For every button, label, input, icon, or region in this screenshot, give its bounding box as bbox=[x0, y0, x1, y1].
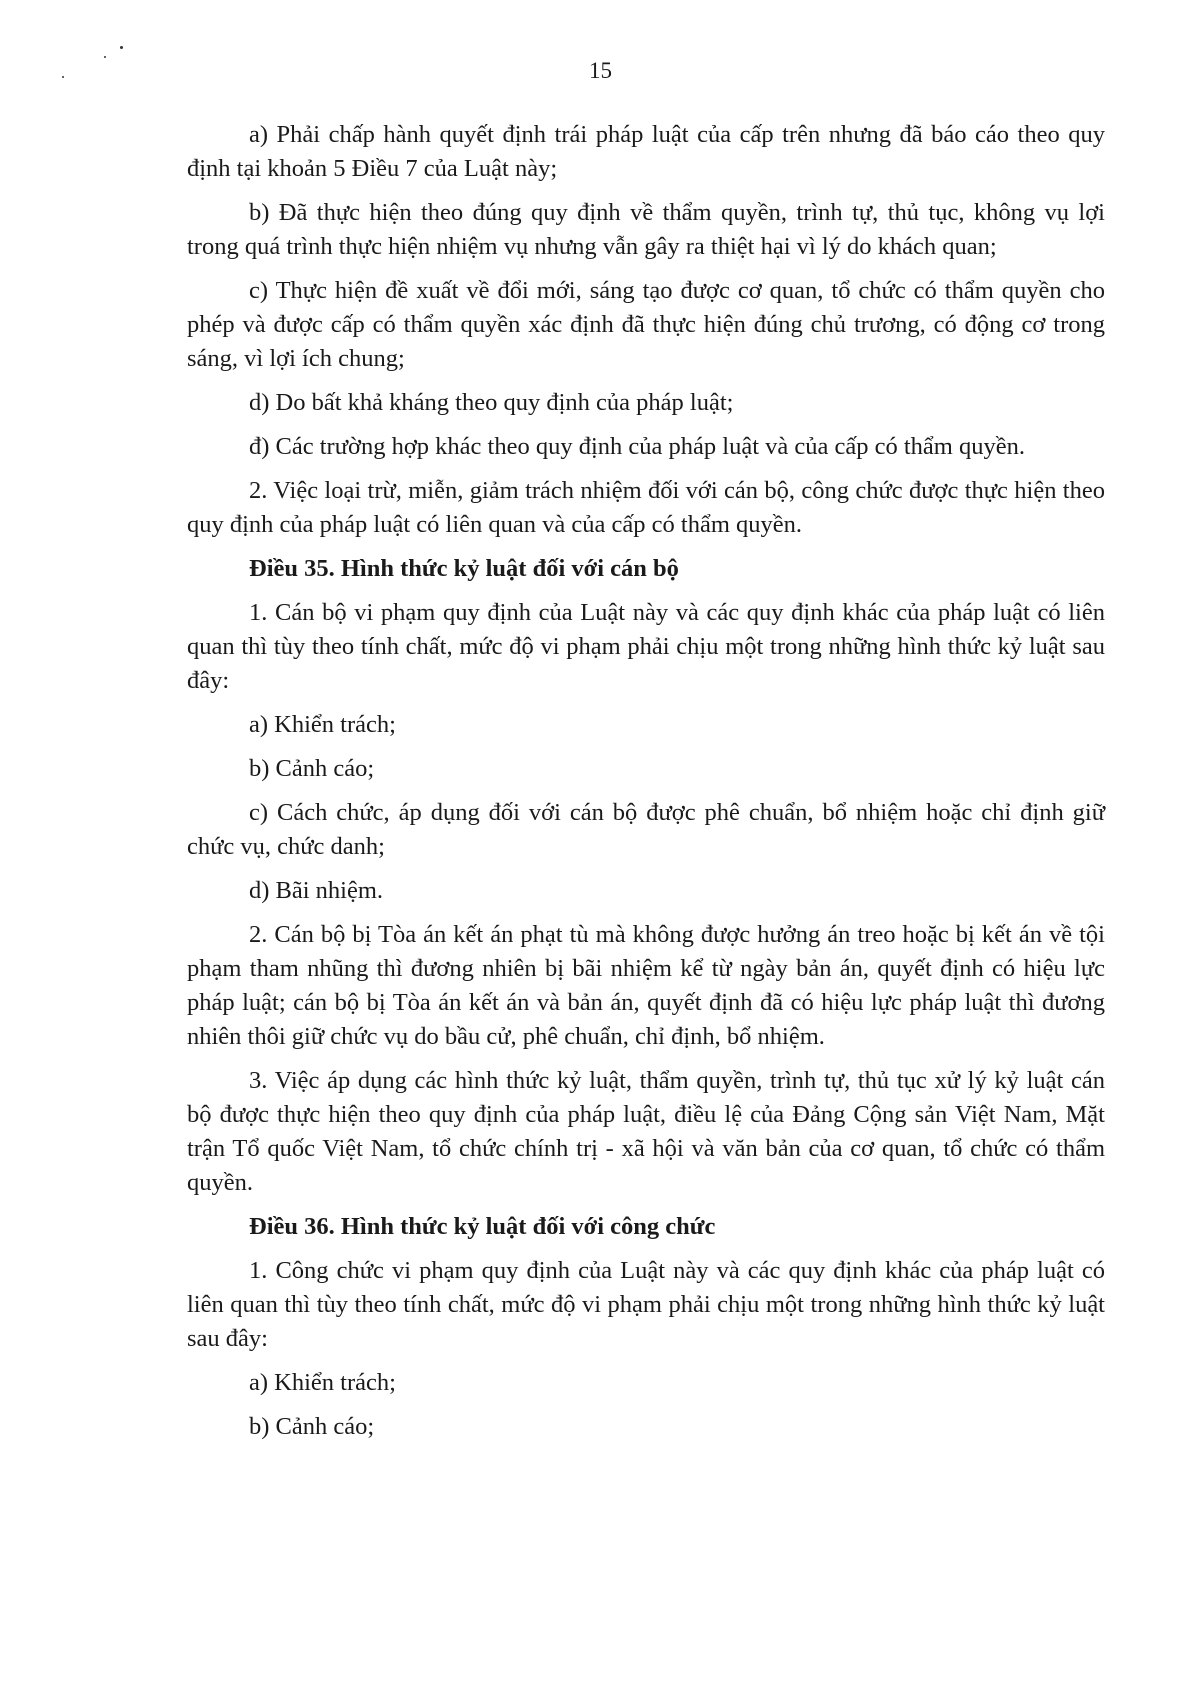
article-35-item-b: b) Cảnh cáo; bbox=[249, 755, 375, 782]
article-35-section-3: 3. Việc áp dụng các hình thức kỷ luật, thẩm quyền, trình tự, thủ tục xử lý kỷ luật cán bộ được thực hiện theo quy định của pháp luật, điều lệ của Đảng Cộng sản Việt Nam, Mặt trận Tổ quốc Việt Nam, tổ chức chính trị - xã hội và văn bản của cơ quan, tổ chức có thẩm quyền. bbox=[187, 1067, 1105, 1196]
document-body bbox=[187, 118, 1105, 1454]
article-36-section-1: 1. Công chức vi phạm quy định của Luật này và các quy định khác của pháp luật có liên quan thì tùy theo tính chất, mức độ vi phạm phải chịu một trong những hình thức kỷ luật sau đây: bbox=[187, 1257, 1105, 1352]
article-36-heading: Điều 36. Hình thức kỷ luật đối với công chức bbox=[249, 1213, 716, 1240]
article-35-item-a: a) Khiển trách; bbox=[249, 711, 396, 738]
clause-a-paragraph: a) Phải chấp hành quyết định trái pháp luật của cấp trên nhưng đã báo cáo theo quy định tại khoản 5 Điều 7 của Luật này; bbox=[187, 121, 1105, 182]
scan-speck bbox=[120, 46, 123, 49]
section-2-paragraph: 2. Việc loại trừ, miễn, giảm trách nhiệm đối với cán bộ, công chức được thực hiện theo quy định của pháp luật có liên quan và của cấp có thẩm quyền. bbox=[187, 477, 1105, 538]
article-35-section-1: 1. Cán bộ vi phạm quy định của Luật này và các quy định khác của pháp luật có liên quan thì tùy theo tính chất, mức độ vi phạm phải chịu một trong những hình thức kỷ luật sau đây: bbox=[187, 599, 1105, 694]
article-35-section-2: 2. Cán bộ bị Tòa án kết án phạt tù mà không được hưởng án treo hoặc bị kết án về tội phạm tham nhũng thì đương nhiên bị bãi nhiệm kể từ ngày bản án, quyết định có hiệu lực pháp luật; cán bộ bị Tòa án kết án và bản án, quyết định đã có hiệu lực pháp luật thì đương nhiên thôi giữ chức vụ do bầu cử, phê chuẩn, chỉ định, bổ nhiệm. bbox=[187, 921, 1105, 1050]
article-36-item-a: a) Khiển trách; bbox=[249, 1369, 396, 1396]
article-36-item-b: b) Cảnh cáo; bbox=[249, 1413, 375, 1440]
article-35-item-c: c) Cách chức, áp dụng đối với cán bộ được phê chuẩn, bổ nhiệm hoặc chỉ định giữ chức vụ, chức danh; bbox=[187, 799, 1105, 860]
clause-d-paragraph: d) Do bất khả kháng theo quy định của pháp luật; bbox=[249, 389, 734, 416]
clause-b-paragraph: b) Đã thực hiện theo đúng quy định về thẩm quyền, trình tự, thủ tục, không vụ lợi trong quá trình thực hiện nhiệm vụ nhưng vẫn gây ra thiệt hại vì lý do khách quan; bbox=[187, 199, 1105, 260]
article-35-heading: Điều 35. Hình thức kỷ luật đối với cán bộ bbox=[249, 555, 679, 582]
article-35-item-d: d) Bãi nhiệm. bbox=[249, 877, 384, 904]
clause-dd-paragraph: đ) Các trường hợp khác theo quy định của pháp luật và của cấp có thẩm quyền. bbox=[249, 433, 1025, 460]
clause-c-paragraph: c) Thực hiện đề xuất về đổi mới, sáng tạo được cơ quan, tổ chức có thẩm quyền cho phép và được cấp có thẩm quyền xác định đã thực hiện đúng chủ trương, có động cơ trong sáng, vì lợi ích chung; bbox=[187, 277, 1105, 372]
page-number: 15 bbox=[589, 58, 612, 83]
